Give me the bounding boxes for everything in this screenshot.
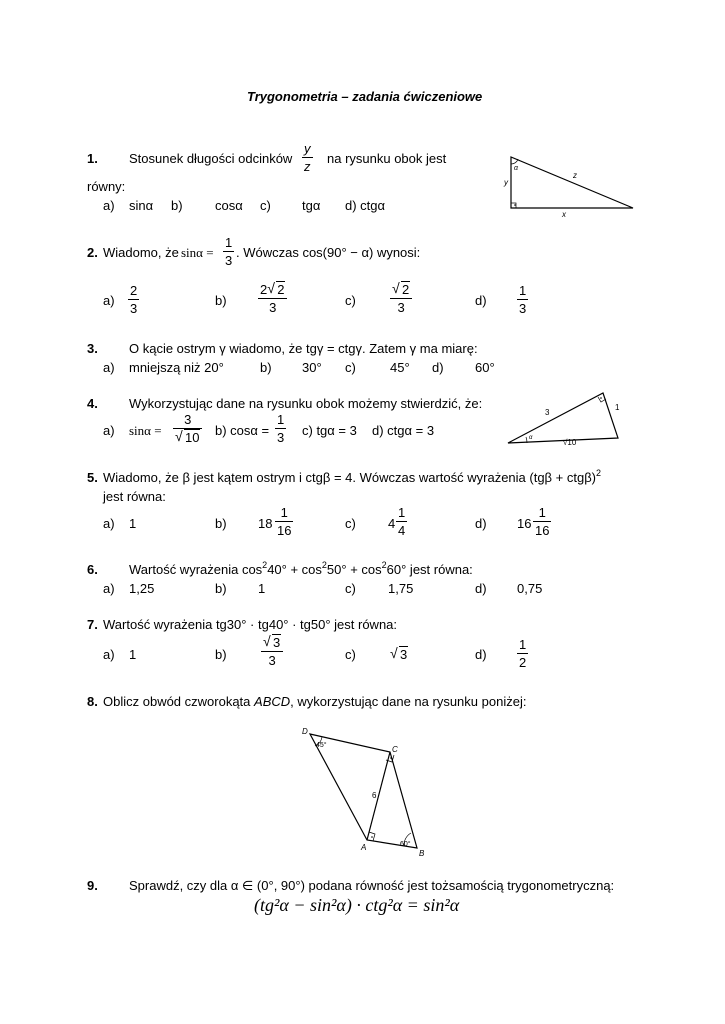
q4-option-a: 3 √ 10 (173, 413, 202, 444)
svg-text:√10: √10 (563, 438, 577, 447)
q4-fig-base: 10 (567, 438, 577, 447)
q4-a-num: 3 (184, 412, 192, 427)
q7-number: 7. (87, 617, 98, 632)
q3-option-c-label: c) (345, 360, 356, 375)
q2-option-a-label: a) (103, 293, 115, 308)
q4-option-a-label: a) (103, 423, 115, 438)
q4-triangle (508, 393, 618, 443)
q9-number: 9. (87, 878, 98, 893)
q4-a-sin: sinα = (129, 423, 162, 438)
q7-option-d (517, 638, 528, 669)
q4-option-d: d) ctgα = 3 (372, 423, 435, 438)
q4-b-fraction (275, 413, 286, 444)
q5-option-d (533, 506, 551, 537)
q1-option-c: tgα (302, 198, 321, 213)
q1-option-b: cosα (215, 198, 243, 213)
q2-frac-den: 3 (225, 253, 233, 268)
q8-diagonal-ac (367, 752, 390, 840)
q5-option-d-label: d) (475, 516, 487, 531)
q2-pre: Wiadomo, że (103, 245, 179, 260)
q5-d-whole: 16 (517, 516, 532, 531)
q2-a-num: 2 (130, 283, 138, 298)
q6-t3: 50° + cos (326, 562, 382, 577)
q7-d-den: 2 (519, 655, 527, 670)
q2-option-c: √ 2 3 (390, 283, 412, 314)
q5-option-b-label: b) (215, 516, 227, 531)
q1-fig-x: x (562, 210, 566, 219)
q3-text: O kącie ostrym γ wiadomo, że tgγ = ctgγ. Zatem γ ma miarę: (129, 341, 478, 356)
q8-quadrilateral-figure (295, 722, 435, 862)
q2-option-b-label: b) (215, 293, 227, 308)
q3-option-a: mniejszą niż 20° (129, 360, 224, 375)
q5-option-c (396, 506, 407, 537)
q7-b-num-rad: 3 (273, 635, 281, 650)
q3-number: 3. (87, 341, 98, 356)
q6-t2: 40° + cos (267, 562, 322, 577)
q1-option-b-label: b) (171, 198, 183, 213)
q6-option-b-label: b) (215, 581, 227, 596)
q3-option-c: 45° (390, 360, 410, 375)
q3-option-b: 30° (302, 360, 322, 375)
q2-option-b: 2 √ 2 3 (258, 283, 287, 314)
q2-b-den: 3 (269, 300, 277, 315)
q3-option-b-label: b) (260, 360, 272, 375)
q3-option-a-label: a) (103, 360, 115, 375)
q6-sup3: 2 (381, 560, 387, 570)
q2-fraction (223, 236, 234, 267)
q8-label-a: A (361, 843, 367, 852)
q9-formula: (tg²α − sin²α) · ctg²α = sin²α (254, 895, 460, 915)
q4-option-b: b) cosα = (215, 423, 270, 438)
q1-number: 1. (87, 151, 98, 166)
q1-frac-num: y (304, 141, 311, 156)
q4-text: Wykorzystując dane na rysunku obok możemy stwierdzić, że: (129, 396, 483, 411)
q1-option-a: sinα (129, 198, 154, 213)
q6-option-c: 1,75 (388, 581, 414, 596)
q8-number: 8. (87, 694, 98, 709)
q7-b-den: 3 (268, 653, 276, 668)
q5-option-a: 1 (129, 516, 137, 531)
q2-number: 2. (87, 245, 98, 260)
q2-frac-num: 1 (225, 235, 233, 250)
q2-option-d-label: d) (475, 293, 487, 308)
q4-triangle-figure (500, 385, 635, 450)
q8-text (103, 695, 526, 708)
q1-fraction (302, 142, 313, 173)
q8-label-c: C (392, 745, 398, 754)
q2-option-a (128, 284, 139, 315)
q7-option-b-label: b) (215, 647, 227, 662)
q3-option-d: 60° (475, 360, 495, 375)
q2-a-den: 3 (130, 301, 138, 316)
q2-c-den: 3 (397, 300, 405, 315)
q8-abcd: ABCD (254, 694, 291, 709)
q5-c-num: 1 (398, 505, 406, 520)
q8-text-pre: Oblicz obwód czworokąta (103, 694, 251, 709)
q1-text3: równy: (87, 179, 126, 194)
q5-option-c-label: c) (345, 516, 356, 531)
q5-b-num: 1 (280, 505, 288, 520)
q7-option-c-label: c) (345, 647, 356, 662)
q5-c-den: 4 (398, 523, 406, 538)
q8-length-6: 6 (372, 791, 377, 800)
q8-label-d: D (302, 727, 308, 736)
q8-text-post: , wykorzystując dane na rysunku poniżej: (290, 694, 527, 709)
page-title: Trygonometria – zadania ćwiczeniowe (247, 89, 483, 104)
q1-option-d: d) ctgα (345, 198, 386, 213)
q4-option-c: c) tgα = 3 (302, 423, 357, 438)
q4-fig-hyp: 3 (545, 408, 550, 417)
q4-a-den-rad: 10 (185, 430, 200, 445)
q6-t4: 60° jest równa: (386, 562, 473, 577)
q6-option-d: 0,75 (517, 581, 543, 596)
q1-triangle (511, 157, 633, 208)
q7-option-b: √ 3 3 (261, 636, 283, 667)
q6-number: 6. (87, 562, 98, 577)
q5-b-den: 16 (277, 523, 292, 538)
q6-option-a-label: a) (103, 581, 115, 596)
q1-fig-y: y (504, 178, 508, 187)
q7-text: Wartość wyrażenia tg30° · tg40° · tg50° jest równa: (103, 617, 398, 632)
q2-post: . Wówczas cos(90° − α) wynosi: (236, 245, 421, 260)
q7-option-a-label: a) (103, 647, 115, 662)
q2-b-num-coef: 2 (260, 282, 268, 297)
q7-d-num: 1 (519, 637, 527, 652)
q7-c-rad: 3 (400, 647, 408, 662)
q6-text (129, 560, 473, 577)
q6-option-c-label: c) (345, 581, 356, 596)
q1-frac-den: z (304, 159, 311, 174)
q7-option-a: 1 (129, 647, 137, 662)
q2-sin: sinα = (181, 245, 214, 260)
q2-c-num-rad: 2 (402, 282, 410, 297)
q5-c-whole: 4 (388, 516, 396, 531)
q5-text2: jest równa: (103, 489, 166, 504)
q1-text2: na rysunku obok jest (327, 151, 447, 166)
q1-option-a-label: a) (103, 198, 115, 213)
q4-fig-side: 1 (615, 403, 620, 412)
q1-text: Stosunek długości odcinków (129, 151, 293, 166)
q4-b-den: 3 (277, 430, 285, 445)
q3-option-d-label: d) (432, 360, 444, 375)
q1-triangle-figure (500, 150, 640, 222)
q5-option-a-label: a) (103, 516, 115, 531)
q5-text (103, 468, 602, 485)
q2-d-num: 1 (519, 283, 527, 298)
q6-t1: Wartość wyrażenia cos (129, 562, 263, 577)
q5-d-num: 1 (538, 505, 546, 520)
q4-b-num: 1 (277, 412, 285, 427)
q7-option-c: √ 3 (390, 645, 408, 662)
q5-sup: 2 (596, 468, 602, 478)
q1-fig-z: z (573, 171, 577, 180)
q1-fig-alpha: α (514, 165, 518, 172)
q6-sup2: 2 (321, 560, 327, 570)
q2-d-den: 3 (519, 301, 527, 316)
q2-option-c-label: c) (345, 293, 356, 308)
q5-text-main: Wiadomo, że β jest kątem ostrym i ctgβ = 4. Wówczas wartość wyrażenia (tgβ + ctgβ) (103, 470, 596, 485)
q5-d-den: 16 (535, 523, 550, 538)
q8-quadrilateral (310, 734, 417, 848)
q1-option-c-label: c) (260, 198, 271, 213)
q6-option-d-label: d) (475, 581, 487, 596)
q4-number: 4. (87, 396, 98, 411)
q6-sup1: 2 (262, 560, 268, 570)
q5-option-b (275, 506, 293, 537)
q8-angle-45: 45° (316, 742, 327, 749)
q7-option-d-label: d) (475, 647, 487, 662)
q5-b-whole: 18 (258, 516, 273, 531)
q2-b-num-rad: 2 (277, 282, 285, 297)
q2-option-d (517, 284, 528, 315)
q8-angle-60: 60° (400, 841, 411, 848)
q6-option-a: 1,25 (129, 581, 155, 596)
q8-label-b: B (419, 849, 425, 858)
q6-option-b: 1 (258, 581, 266, 596)
q9-text: Sprawdź, czy dla α ∈ (0°, 90°) podana równość jest tożsamością trygonometryczną: (129, 878, 615, 893)
q5-number: 5. (87, 470, 98, 485)
svg-text:α: α (529, 435, 533, 441)
